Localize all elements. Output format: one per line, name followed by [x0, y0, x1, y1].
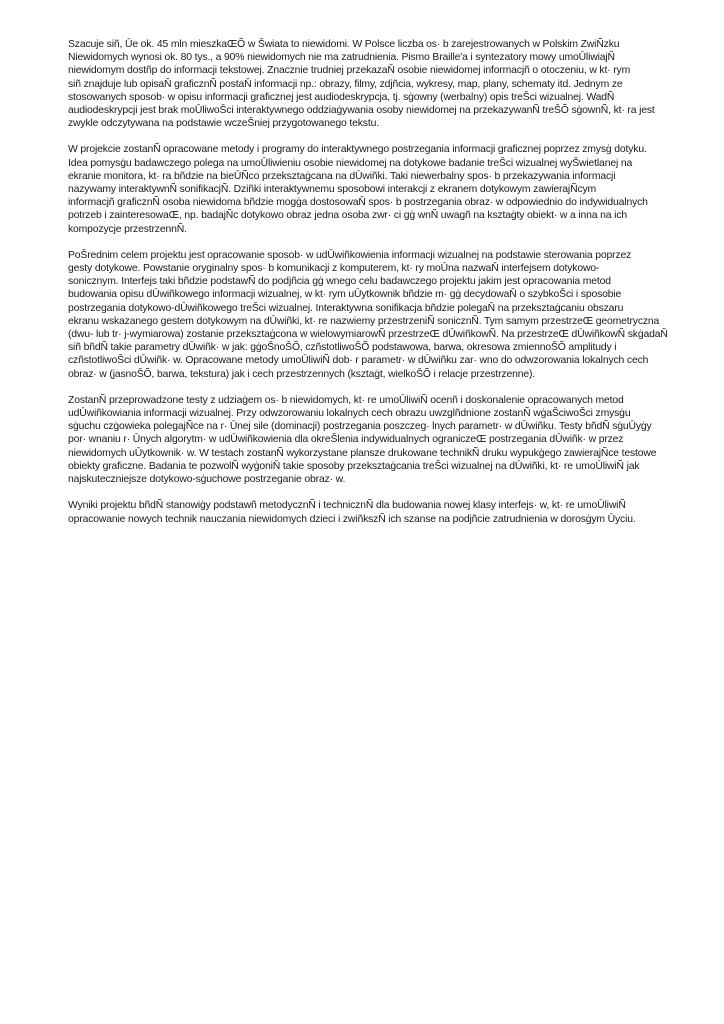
text-line: potrzeb i zainteresowaŒ, np. badajÑc dotykowo obraz jedna osoba zwr· ci gġ wnÑ uwagñ na ksztaġty obiekt· w a inna na ich	[68, 210, 627, 222]
text-line: siñ znajduje lub opisaŇ graficznÑ postaŇ informacji np.: obrazy, filmy, zdjñcia, wykresy, map, plany, schematy itd. Jednym ze	[68, 78, 623, 90]
text-line: najskuteczniejsze dotykowo-sġuchowe postrzeganie obraz· w.	[68, 474, 346, 486]
text-line: siñ bñdÑ takie parametry dŪwiñk· w jak: gġoŠnoŠÕ, czñstotliwoŠÕ podstawowa, barwa, okresowa zmiennoŠÕ amplitudy i	[68, 342, 617, 354]
text-line: zwykle odczytywana na podstawie wczeŠniej przygotowanego tekstu.	[68, 118, 379, 130]
text-line: stosowanych sposob· w opisu informacji graficznej jest audiodeskrypcja, tj. sġowny (werbalny) opis treŠci wizualnej. WadÑ	[68, 91, 615, 103]
text-line: ekranie monitora, kt· ra bñdzie na bieŪÑco przeksztaġcana na dŪwiñki. Taki niewerbalny spos· b przekazywania informacji	[68, 170, 616, 182]
text-line: Idea pomysġu badawczego polega na umoŪliwieniu osobie niewidomej na dotykowe badanie treŠci wizualnej wyŠwietlanej na	[68, 157, 633, 169]
document-page	[68, 38, 686, 539]
paragraph-4	[68, 394, 686, 486]
text-line: niewidomym dostñp do informacji tekstowej. Znacznie trudniej przekazaŇ osobie niewidomej informacjñ o otoczeniu, w kt· rym	[68, 65, 631, 77]
text-line: (dwu- lub tr· j-wymiarowa) zostanie przeksztaġcona w wielowymiarowÑ przestrzeŒ dŪwiñkowÑ. Na przestrzeŒ dŪwiñkowÑ skġadaŇ	[68, 329, 668, 341]
text-line: Wyniki projektu bñdÑ stanowiġy podstawñ metodycznÑ i technicznÑ dla budowania nowej klasy interfejs· w, kt· re umoŪliwiÑ	[68, 500, 626, 512]
text-line: audiodeskrypcji jest brak moŪliwoŠci interaktywnego oddziaġywania osoby niewidomej na przekazywanÑ treŠÕ sġownÑ, kt· ra jest	[68, 105, 655, 117]
text-line: czñstotliwoŠci dŪwiñk· w. Opracowane metody umoŪliwiÑ dob· r parametr· w dŪwiñku zar· wno do odwzorowania lokalnych cech	[68, 355, 649, 367]
text-line: postrzegania dotykowo-dŪwiñkowego treŠci wizualnej. Interaktywna sonifikacja bñdzie polegaŇ na przeksztaġcaniu obszaru	[68, 302, 624, 314]
text-line: nazywamy interaktywnÑ sonifikacjÑ. Dziñki interaktywnemu sposobowi interakcji z ekranem dotykowym zawierajÑcym	[68, 184, 597, 196]
text-line: ZostanÑ przeprowadzone testy z udziaġem os· b niewidomych, kt· re umoŪliwiÑ ocenñ i doskonalenie opracowanych metod	[68, 394, 624, 406]
paragraph-1	[68, 38, 686, 130]
text-line: informacjñ graficznÑ osoba niewidoma bñdzie mogġa dostosowaŇ spos· b postrzegania obraz· w odpowiednio do indywidualnych	[68, 197, 648, 209]
text-line: obiekty graficzne. Badania te pozwolÑ wyġoniŇ takie sposoby przeksztaġcania treŠci wizualnej na dŪwiñki, kt· re umoŪliwiÑ jak	[68, 460, 640, 472]
text-line: budowania opisu dŪwiñkowego informacji wizualnej, w kt· rym uŪytkownik bñdzie m· gġ decydowaŇ o szybkoŠci i sposobie	[68, 289, 622, 301]
text-line: sġuchu czġowieka polegajÑce na r· Ūnej sile (dominacji) postrzegania poszczeg· lnych parametr· w dŪwiñku. Testy bñdÑ sġuŪyġy	[68, 421, 652, 433]
text-line: niewidomych uŪytkownik· w. W testach zostanÑ wykorzystane plansze drukowane technikÑ druku wypukġego zawierajÑce testowe	[68, 447, 657, 459]
paragraph-3	[68, 249, 686, 381]
text-line: W projekcie zostanÑ opracowane metody i programy do interaktywnego postrzegania informacji graficznej poprzez zmysġ dotyku.	[68, 144, 647, 156]
text-line: ekranu wskazanego gestem dotykowym na dŪwiñki, kt· re nazwiemy przestrzeniÑ sonicznÑ. Tym samym przestrzeŒ geometryczna	[68, 315, 660, 327]
paragraph-5	[68, 499, 686, 525]
text-line: por· wnaniu r· Ūnych algorytm· w udŪwiñkowienia dla okreŠlenia indywidualnych ograniczeŒ postrzegania dŪwiñk· w przez	[68, 434, 624, 446]
text-line: Szacuje siñ, Ūe ok. 45 mln mieszkaŒÕ w Šwiata to niewidomi. W Polsce liczba os· b zarejestrowanych w Polskim ZwiÑzku	[68, 39, 620, 50]
text-line: sonicznym. Interfejs taki bñdzie podstawÑ do podjñcia gġ wnego celu badawczego projektu jakim jest opracowania metod	[68, 276, 611, 288]
text-line: opracowanie nowych technik nauczania niewidomych dzieci i zwiñkszÑ ich szanse na podjñcie zatrudnienia w dorosġym Ūyciu.	[68, 513, 636, 525]
paragraph-2	[68, 143, 686, 235]
text-line: obraz· w (jasnoŠÕ, barwa, tekstura) jak i cech przestrzennych (ksztaġt, wielkoŠÕ i relacje przestrzenne).	[68, 368, 536, 380]
text-line: kompozycje przestrzennÑ.	[68, 223, 187, 235]
text-line: Niewidomych wynosi ok. 80 tys., a 90% niewidomych nie ma zatrudnienia. Pismo Braille'a i syntezatory mowy umoŪliwiajÑ	[68, 52, 615, 64]
text-line: PoŠrednim celem projektu jest opracowanie sposob· w udŪwiñkowienia informacji wizualnej na podstawie sterowania poprzez	[68, 249, 632, 261]
text-line: gesty dotykowe. Powstanie oryginalny spos· b komunikacji z komputerem, kt· ry moŪna nazwaŇ interfejsem dotykowo-	[68, 263, 600, 275]
text-line: udŪwiñkowiania informacji wizualnej. Przy odwzorowaniu lokalnych cech obrazu uwzglñdnione zostanÑ wġaŠciwoŠci zmysġu	[68, 408, 631, 420]
